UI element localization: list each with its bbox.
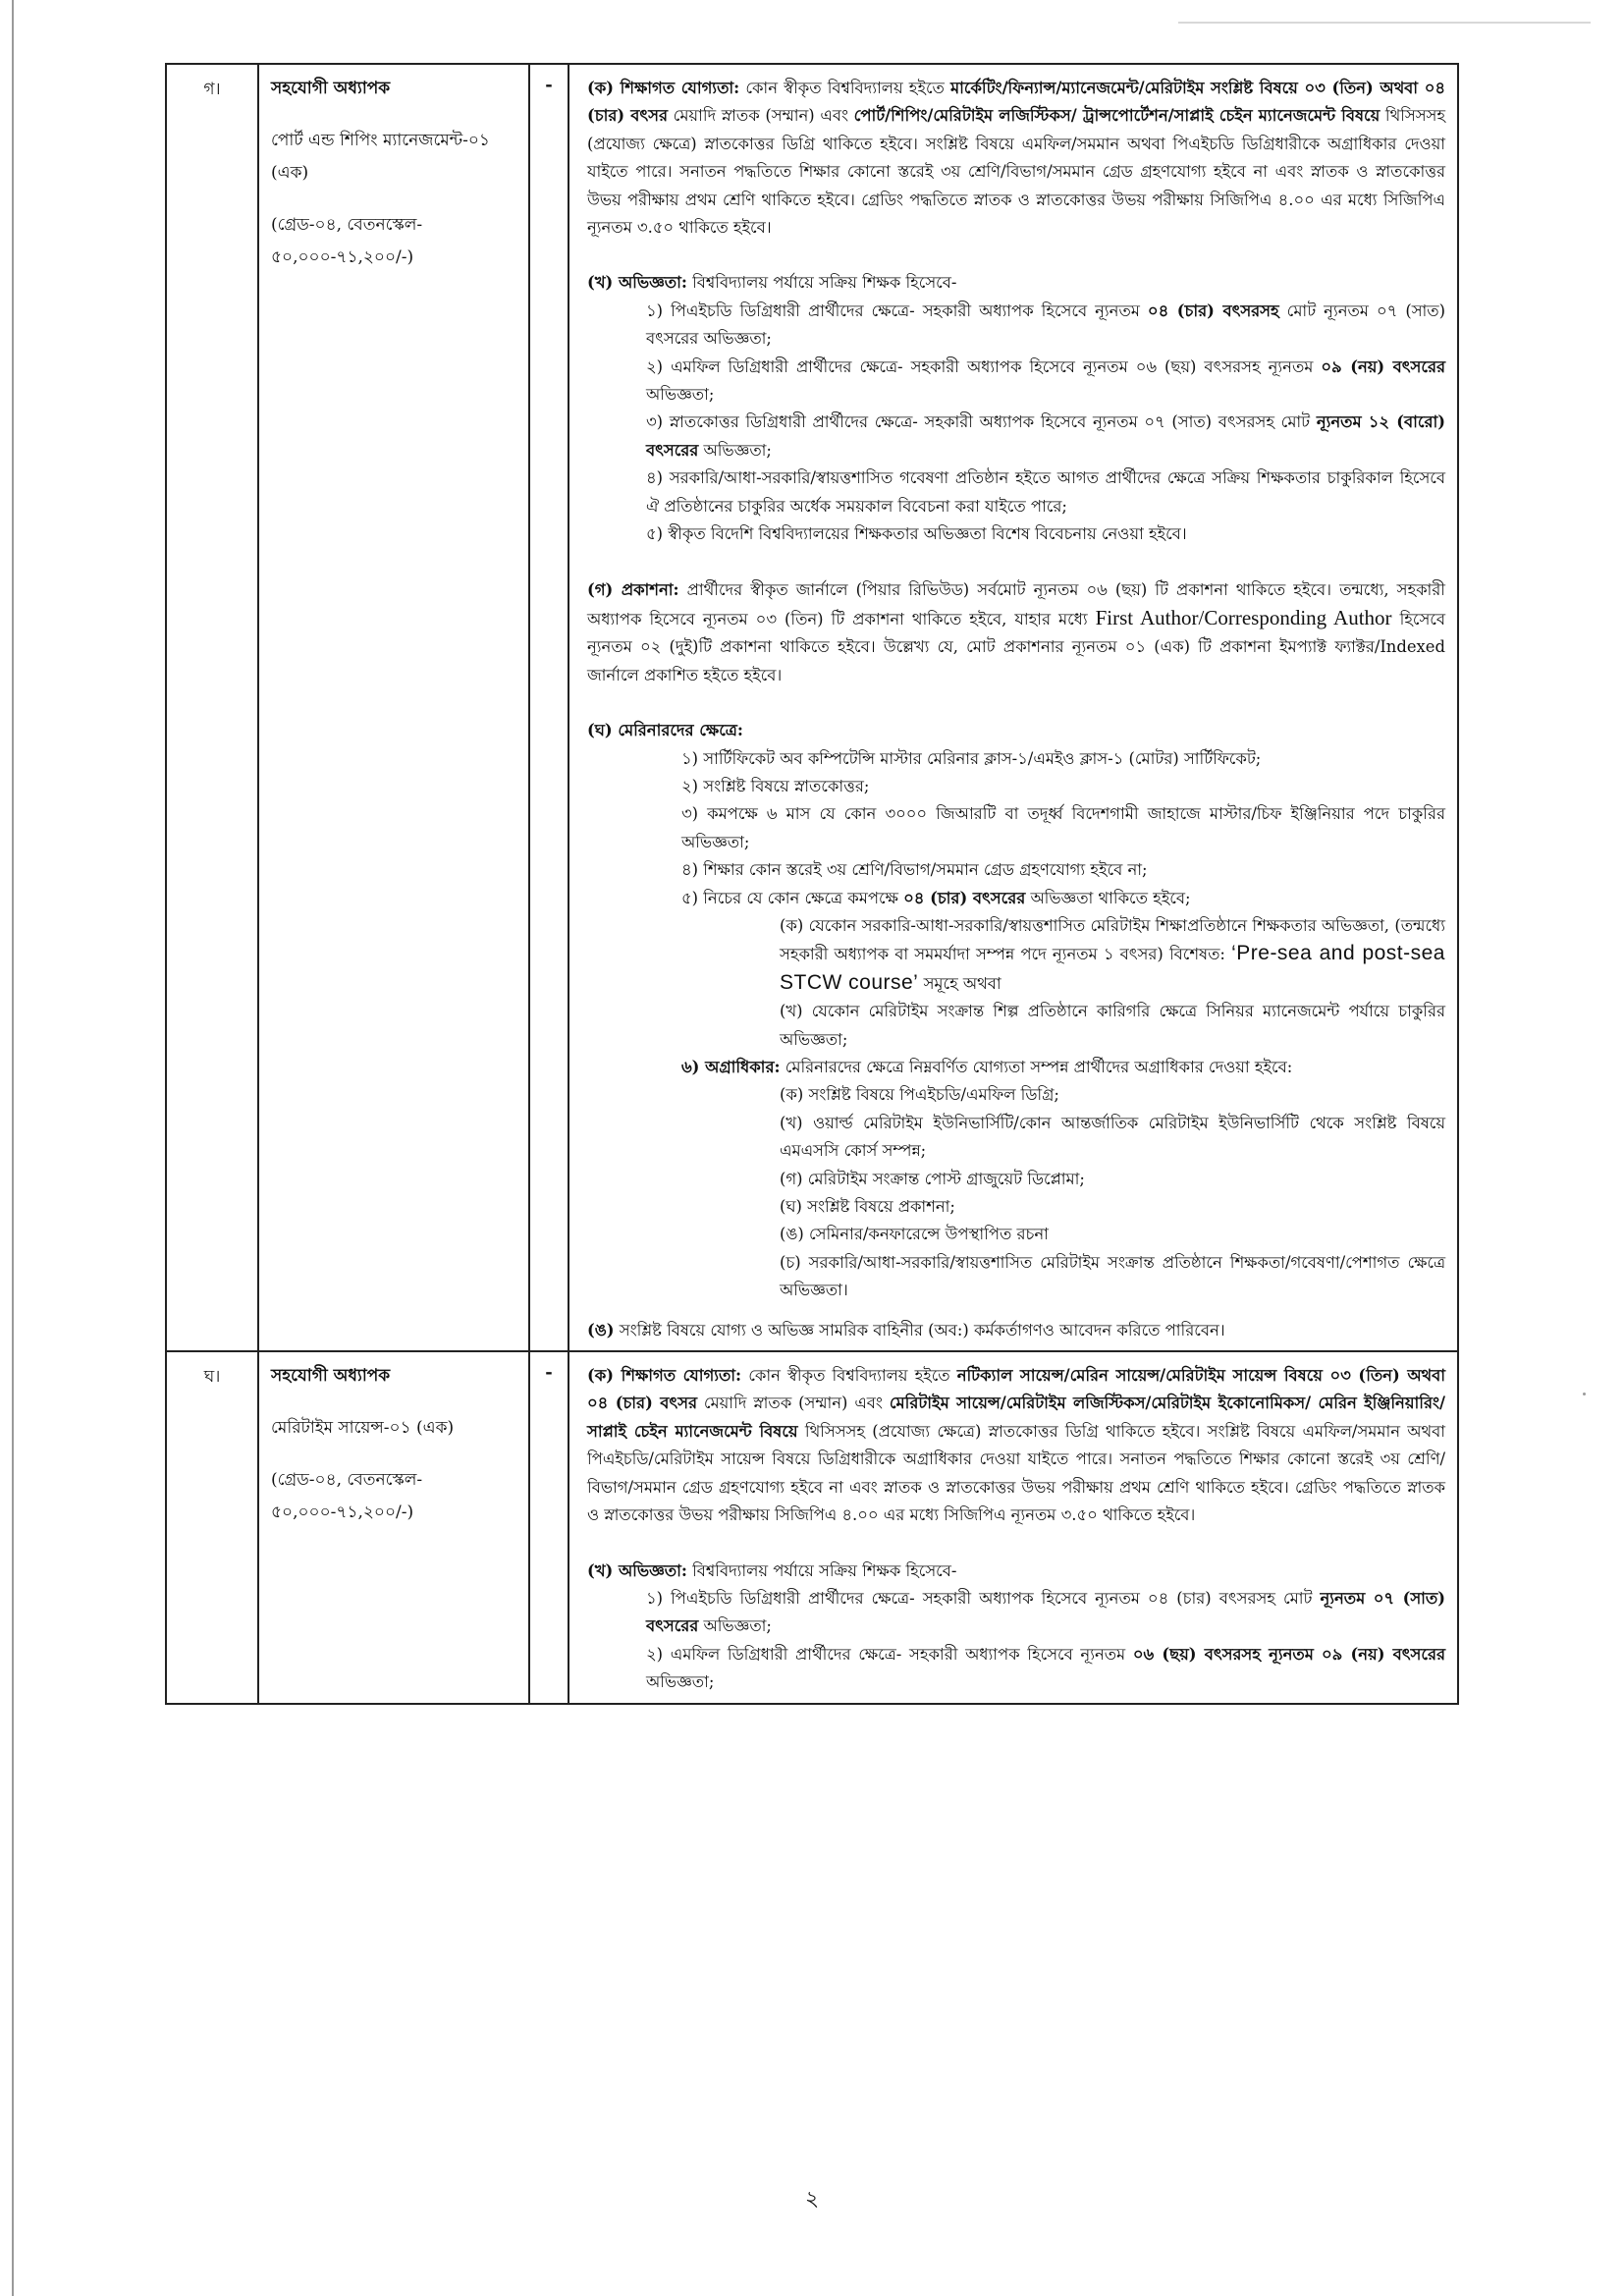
priority-item: (ঙ) সেমিনার/কনফারেন্সে উপস্থাপিত রচনা [780,1225,1049,1244]
post-cell [258,1351,529,1703]
education-paragraph: (ক) শিক্ষাগত যোগ্যতা: কোন স্বীকৃত বিশ্ববিদ্যালয় হইতে নটিক্যাল সায়েন্স/মেরিন সায়েন্স/মেরিটাইম সায়েন্স বিষয়ে ০৩ (তিন) অথবা ০৪ (চার) বৎসর মেয়াদি স্নাতক (সম্মান) এবং মেরিটাইম সায়েন্স/মেরিটাইম লজিস্টিকস/মেরিটাইম ইকোনোমিকস/ মেরিন ইঞ্জিনিয়ারিং/সাপ্লাই চেইন ম্যানেজমেন্ট বিষয়ে থিসিসসহ (প্রযোজ্য ক্ষেত্রে) স্নাতকোত্তর ডিগ্রি থাকিতে হইবে। সংশ্লিষ্ট বিষয়ে এমফিল/সমমান অথবা পিএইচডি/মেরিটাইম সায়েন্স বিষয়ে ডিগ্রিধারীকে অগ্রাধিকার দেওয়া যাইতে পারে। সনাতন পদ্ধতিতে শিক্ষার কোনো স্তরেই ৩য় শ্রেণি/বিভাগ/সমমান গ্রেড গ্রহণযোগ্য হইবে না এবং স্নাতক ও স্নাতকোত্তর উভয় পরীক্ষায় প্রথম শ্রেণি থাকিতে হইবে। গ্রেডিং পদ্ধতিতে স্নাতক ও স্নাতকোত্তর উভয় পরীক্ষায় সিজিপিএ ৪.০০ এর মধ্যে সিজিপিএ ন্যূনতম ৩.৫০ থাকিতে হইবে। [587,1366,1446,1525]
grade-scale: (গ্রেড-০৪, বেতনস্কেল- ৫০,০০০-৭১,২০০/-) [271,215,423,267]
priority-item: (চ) সরকারি/আধা-সরকারি/স্বায়ত্তশাসিত মেরিটাইম সংক্রান্ত প্রতিষ্ঠানে শিক্ষকতা/গবেষণা/পেশাগত ক্ষেত্রে অভিজ্ঞতা। [780,1252,1445,1300]
priority-item: (ঘ) সংশ্লিষ্ট বিষয়ে প্রকাশনা; [780,1197,955,1217]
publication-paragraph: (গ) প্রকাশনা: প্রার্থীদের স্বীকৃত জার্নালে (পিয়ার রিভিউড) সর্বমোট ন্যূনতম ০৬ (ছয়) টি প্রকাশনা থাকিতে হইবে। তন্মধ্যে, সহকারী অধ্যাপক হিসেবে ন্যূনতম ০৩ (তিন) টি প্রকাশনা থাকিতে হইবে, যাহার মধ্যে First Author/Corresponding Author হিসেবে ন্যূনতম ০২ (দুই)টি প্রকাশনা থাকিতে হইবে। উল্লেখ্য যে, মোট প্রকাশনার ন্যূনতম ০১ (এক) টি প্রকাশনা ইমপ্যাক্ট ফ্যাক্টর/Indexed জার্নালে প্রকাশিত হইতে হইবে। [587,579,1445,684]
requirements-cell [568,64,1458,1351]
priority-item: (গ) মেরিটাইম সংক্রান্ত পোস্ট গ্রাজুয়েট ডিপ্লোমা; [780,1169,1085,1188]
education-paragraph: (ক) শিক্ষাগত যোগ্যতা: কোন স্বীকৃত বিশ্ববিদ্যালয় হইতে মার্কেটিং/ফিন্যান্স/ম্যানেজমেন্ট/মেরিটাইম সংশ্লিষ্ট বিষয়ে ০৩ (তিন) অথবা ০৪ (চার) বৎসর মেয়াদি স্নাতক (সম্মান) এবং পোর্ট/শিপিং/মেরিটাইম লজিস্টিকস/ ট্রান্সপোর্টেশন/সাপ্লাই চেইন ম্যানেজমেন্ট বিষয়ে থিসিসসহ (প্রযোজ্য ক্ষেত্রে) স্নাতকোত্তর ডিগ্রি থাকিতে হইবে। সংশ্লিষ্ট বিষয়ে এমফিল/সমমান অথবা পিএইচডি ডিগ্রিধারীকে অগ্রাধিকার দেওয়া যাইতে পারে। সনাতন পদ্ধতিতে শিক্ষার কোনো স্তরেই ৩য় শ্রেণি/বিভাগ/সমমান গ্রেড গ্রহণযোগ্য হইবে না এবং স্নাতক ও স্নাতকোত্তর উভয় পরীক্ষায় প্রথম শ্রেণি থাকিতে হইবে। গ্রেডিং পদ্ধতিতে স্নাতক ও স্নাতকোত্তর উভয় পরীক্ষায় সিজিপিএ ৪.০০ এর মধ্যে সিজিপিএ ন্যূনতম ৩.৫০ থাকিতে হইবে। [587,79,1445,238]
mariner-item: ২) সংশ্লিষ্ট বিষয়ে স্নাতকোত্তর; [681,776,870,795]
dash-cell: - [529,1351,568,1703]
priority-item: (খ) ওয়ার্ল্ড মেরিটাইম ইউনিভার্সিটি/কোন আন্তর্জাতিক মেরিটাইম ইউনিভার্সিটি থেকে সংশ্লিষ্ট বিষয়ে এমএসসি কোর্স সম্পন্ন; [780,1113,1445,1161]
experience-item: ১) পিএইচডি ডিগ্রিধারী প্রার্থীদের ক্ষেত্রে- সহকারী অধ্যাপক হিসেবে ন্যূনতম ০৪ (চার) বৎসরসহ মোট ন্যূনতম ০৭ (সাত) বৎসরের অভিজ্ঞতা; [646,301,1445,349]
requirements-table [165,63,1459,1705]
priority-item: (ক) সংশ্লিষ্ট বিষয়ে পিএইচডি/এমফিল ডিগ্রি; [780,1085,1059,1105]
experience-item: ৫) স্বীকৃত বিদেশি বিশ্ববিদ্যালয়ের শিক্ষকতার অভিজ্ঞতা বিশেষ বিবেচনায় নেওয়া হইবে। [646,524,1187,544]
experience-item: ৪) সরকারি/আধা-সরকারি/স্বায়ত্তশাসিত গবেষণা প্রতিষ্ঠান হইতে আগত প্রার্থীদের ক্ষেত্রে সক্রিয় শিক্ষকতার চাকুরিকাল হিসেবে ঐ প্রতিষ্ঠানের চাকুরির অর্ধেক সময়কাল বিবেচনা করা যাইতে পারে; [646,468,1445,516]
mariner-heading: (ঘ) মেরিনারদের ক্ষেত্রে: [587,721,743,740]
scan-speck [1583,1393,1586,1395]
mariner-subitem: (খ) যেকোন মেরিটাইম সংক্রান্ত শিল্প প্রতিষ্ঠানে কারিগরি ক্ষেত্রে সিনিয়র ম্যানেজমেন্ট পর্যায়ে চাকুরির অভিজ্ঞতা; [780,1002,1445,1049]
page-number: ২ [804,2187,820,2212]
mariner-item: ৫) নিচের যে কোন ক্ষেত্রে কমপক্ষে ০৪ (চার) বৎসরের অভিজ্ঞতা থাকিতে হইবে; [681,888,1191,907]
mariner-subitem: (ক) যেকোন সরকারি-আধা-সরকারি/স্বায়ত্তশাসিত মেরিটাইম শিক্ষাপ্রতিষ্ঠানে শিক্ষকতার অভিজ্ঞতা, (তন্মধ্যে সহকারী অধ্যাপক বা সমমর্যাদা সম্পন্ন পদে ন্যূনতম ১ বৎসর) বিশেষত: ‘Pre-sea and post-sea STCW course’ সমূহে অথবা [780,915,1445,994]
experience-heading: (খ) অভিজ্ঞতা: বিশ্ববিদ্যালয় পর্যায়ে সক্রিয় শিক্ষক হিসেবে- [587,273,957,293]
department-name: মেরিটাইম সায়েন্স-০১ (এক) [271,1418,455,1439]
serial-cell: গ। [166,64,258,1351]
experience-item: ১) পিএইচডি ডিগ্রিধারী প্রার্থীদের ক্ষেত্রে- সহকারী অধ্যাপক হিসেবে ন্যূনতম ০৪ (চার) বৎসরসহ মোট ন্যূনতম ০৭ (সাত) বৎসরের অভিজ্ঞতা; [646,1588,1445,1636]
experience-item: ২) এমফিল ডিগ্রিধারী প্রার্থীদের ক্ষেত্রে- সহকারী অধ্যাপক হিসেবে ন্যূনতম ০৬ (ছয়) বৎসরসহ ন্যূনতম ০৯ (নয়) বৎসরের অভিজ্ঞতা; [646,1644,1445,1692]
mariner-item: ৩) কমপক্ষে ৬ মাস যে কোন ৩০০০ জিআরটি বা তদূর্ধ্ব বিদেশগামী জাহাজে মাস্টার/চিফ ইঞ্জিনিয়ার পদে চাকুরির অভিজ্ঞতা; [681,804,1445,851]
mariner-item: ৪) শিক্ষার কোন স্তরেই ৩য় শ্রেণি/বিভাগ/সমমান গ্রেড গ্রহণযোগ্য হইবে না; [681,860,1148,880]
table-row-ga [166,64,1458,1351]
experience-item: ২) এমফিল ডিগ্রিধারী প্রার্থীদের ক্ষেত্রে- সহকারী অধ্যাপক হিসেবে ন্যূনতম ০৬ (ছয়) বৎসরসহ ন্যূনতম ০৯ (নয়) বৎসরের অভিজ্ঞতা; [646,356,1445,405]
mariner-item: ১) সার্টিফিকেট অব কম্পিটেন্সি মাস্টার মেরিনার ক্লাস-১/এমইও ক্লাস-১ (মোটর) সার্টিফিকেট; [681,748,1262,768]
post-title: সহযোগী অধ্যাপক [271,1366,391,1387]
table-row-gha [166,1351,1458,1703]
requirements-cell [568,1351,1458,1703]
military-note: (ঙ) সংশ্লিষ্ট বিষয়ে যোগ্য ও অভিজ্ঞ সামরিক বাহিনীর (অব:) কর্মকর্তাগণও আবেদন করিতে পারিবেন। [587,1320,1225,1339]
serial-cell: ঘ। [166,1351,258,1703]
department-name: পোর্ট এন্ড শিপিং ম্যানেজমেন্ট-০১ (এক) [271,131,490,183]
scan-page-edge [12,0,14,2296]
post-title: সহযোগী অধ্যাপক [271,79,391,98]
grade-scale: (গ্রেড-০৪, বেতনস্কেল- ৫০,০০০-৭১,২০০/-) [271,1470,423,1523]
dash-cell: - [529,64,568,1351]
scan-shadow [1178,22,1591,24]
post-cell [258,64,529,1351]
experience-heading: (খ) অভিজ্ঞতা: বিশ্ববিদ্যালয় পর্যায়ে সক্রিয় শিক্ষক হিসেবে- [587,1560,957,1580]
experience-item: ৩) স্নাতকোত্তর ডিগ্রিধারী প্রার্থীদের ক্ষেত্রে- সহকারী অধ্যাপক হিসেবে ন্যূনতম ০৭ (সাত) বৎসরসহ মোট ন্যূনতম ১২ (বারো) বৎসরের অভিজ্ঞতা; [646,412,1445,460]
priority-heading: ৬) অগ্রাধিকার: মেরিনারদের ক্ষেত্রে নিম্নবর্ণিত যোগ্যতা সম্পন্ন প্রার্থীদের অগ্রাধিকার দেওয়া হইবে: [681,1058,1293,1076]
